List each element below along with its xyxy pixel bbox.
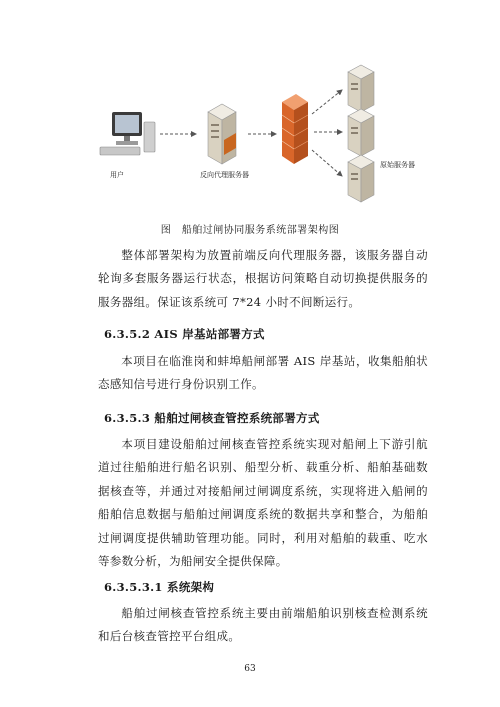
- firewall-icon: [282, 94, 308, 164]
- arrow-to-server-3: [312, 150, 342, 176]
- section-heading: 6.3.5.3 船舶过闸核查管控系统部署方式: [104, 411, 320, 425]
- section-heading: 6.3.5.2 AIS 岸基站部署方式: [104, 327, 265, 341]
- section-heading: 6.3.5.3.1 系统架构: [104, 580, 215, 594]
- paragraph-text: 船舶过闸核查管控系统主要由前端船舶识别核查检测系统和后台核查管控平台组成。: [98, 606, 428, 644]
- origin-server-icon: [348, 109, 374, 156]
- paragraph: [98, 602, 428, 649]
- arrow-to-server-1: [312, 90, 342, 114]
- label-user: 用户: [110, 171, 124, 179]
- label-origin-server: 原始服务器: [380, 161, 415, 169]
- label-reverse-proxy: 反向代理服务器: [200, 171, 249, 179]
- user-computer-icon: [100, 112, 155, 155]
- diagram-graphics: [80, 52, 430, 210]
- paragraph-text: 整体部署架构为放置前端反向代理服务器，该服务器自动轮询多套服务器运行状态，根据访问策略自动切换提供服务的服务器组。保证该系统可 7*24 小时不间断运行。: [98, 248, 428, 309]
- paragraph: [98, 244, 428, 314]
- deployment-diagram: [80, 52, 430, 210]
- paragraph-text: 本项目在临淮岗和蚌埠船闸部署 AIS 岸基站，收集船舶状态感知信号进行身份识别工作。: [98, 354, 428, 392]
- paragraph: [98, 350, 428, 397]
- paragraph: [98, 433, 428, 573]
- origin-server-icon: [348, 65, 374, 112]
- page-number: 63: [244, 664, 256, 674]
- figure-caption: 图 船舶过闸协同服务系统部署架构图: [160, 225, 340, 236]
- reverse-proxy-server-icon: [208, 104, 236, 164]
- origin-server-icon: [348, 155, 374, 202]
- paragraph-text: 本项目建设船舶过闸核查管控系统实现对船闸上下游引航道过往船舶进行船名识别、船型分析、载重分析、船舶基础数据核查等，并通过对接船闸过闸调度系统，实现将进入船闸的船舶信息数据与船舶过闸调度系统的数据共享和整合，为船舶过闸调度提供辅助管理功能。同时，利用对船舶的载重、吃水等参数分析，为船闸安全提供保障。: [98, 437, 428, 569]
